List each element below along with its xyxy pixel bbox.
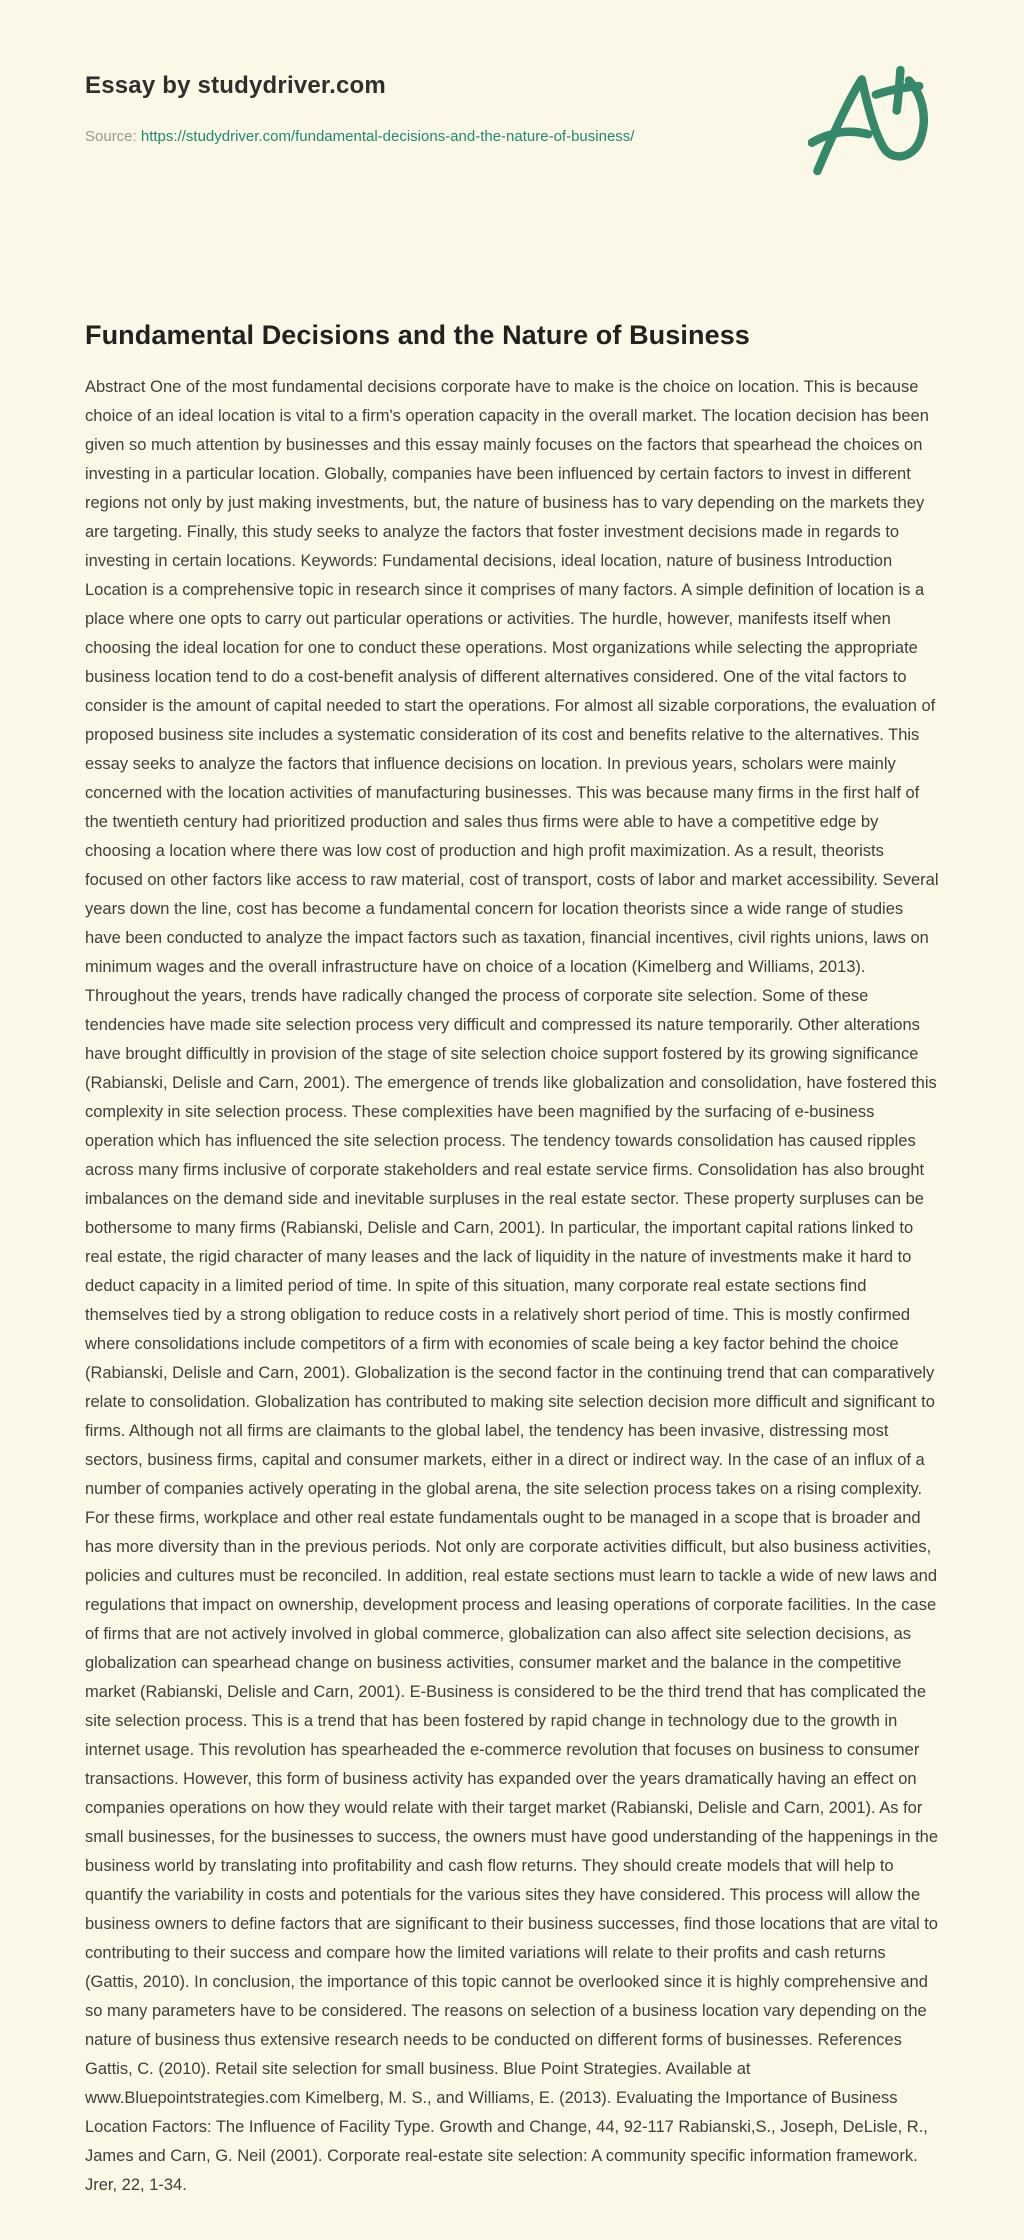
essay-body-text: Abstract One of the most fundamental decisions corporate have to make is the choice on location. This is because choice of an ideal location is vital to a firm's operation capacity in the overall market. The location decision has been given so much attention by businesses and this essay mainly focuses on the factors that spearhead the choices on investing in a particular location. Globally, companies have been influenced by certain factors to invest in different regions not only by just making investments, but, the nature of business has to vary depending on the markets they are targeting. Finally, this study seeks to analyze the factors that foster investment decisions made in regards to investing in certain locations. Keywords: Fundamental decisions, ideal location, nature of business Introduction Location is a comprehensive topic in research since it comprises of many factors. A simple definition of location is a place where one opts to carry out particular operations or activities. The hurdle, however, manifests itself when choosing the ideal location for one to conduct these operations. Most organizations while selecting the appropriate business location tend to do a cost-benefit analysis of different alternatives considered. One of the vital factors to consider is the amount of capital needed to start the operations. For almost all sizable corporations, the evaluation of proposed business site includes a systematic consideration of its cost and benefits relative to the alternatives. This essay seeks to analyze the factors that influence decisions on location. In previous years, scholars were mainly concerned with the location activities of manufacturing businesses. This was because many firms in the first half of the twentieth century had prioritized production and sales thus firms were able to have a competitive edge by choosing a location where there was low cost of production and high profit maximization. As a result, theorists focused on other factors like access to raw material, cost of transport, costs of labor and market accessibility. Several years down the line, cost has become a fundamental concern for location theorists since a wide range of studies have been conducted to analyze the impact factors such as taxation, financial incentives, civil rights unions, laws on minimum wages and the overall infrastructure have on choice of a location (Kimelberg and Williams, 2013). Throughout the years, trends have radically changed the process of corporate site selection. Some of these tendencies have made site selection process very difficult and compressed its nature temporarily. Other alterations have brought difficultly in provision of the stage of site selection choice support fostered by its growing significance (Rabianski, Delisle and Carn, 2001). The emergence of trends like globalization and consolidation, have fostered this complexity in site selection process. These complexities have been magnified by the surfacing of e-business operation which has influenced the site selection process. The tendency towards consolidation has caused ripples across many firms inclusive of corporate stakeholders and real estate service firms. Consolidation has also brought imbalances on the demand side and inevitable surpluses in the real estate sector. These property surpluses can be bothersome to many firms (Rabianski, Delisle and Carn, 2001). In particular, the important capital rations linked to real estate, the rigid character of many leases and the lack of liquidity in the nature of investments make it hard to deduct capacity in a limited period of time. In spite of this situation, many corporate real estate sections find themselves tied by a strong obligation to reduce costs in a relatively short period of time. This is mostly confirmed where consolidations include competitors of a firm with economies of scale being a key factor behind the choice (Rabianski, Delisle and Carn, 2001). Globalization is the second factor in the continuing trend that can comparatively relate to consolidation. Globalization has contributed to making site selection decision more difficult and significant to firms. Although not all firms are claimants to the global label, the tendency has been invasive, distressing most sectors, business firms, capital and consumer markets, either in a direct or indirect way. In the case of an influx of a number of companies actively operating in the global arena, the site selection process takes on a rising complexity. For these firms, workplace and other real estate fundamentals ought to be managed in a scope that is broader and has more diversity than in the previous periods. Not only are corporate activities difficult, but also business activities, policies and cultures must be reconciled. In addition, real estate sections must learn to tackle a wide of new laws and regulations that impact on ownership, development process and leasing operations of corporate facilities. In the case of firms that are not actively involved in global commerce, globalization can also affect site selection decisions, as globalization can spearhead change on business activities, consumer market and the balance in the competitive market (Rabianski, Delisle and Carn, 2001). E-Business is considered to be the third trend that has complicated the site selection process. This is a trend that has been fostered by rapid change in technology due to the growth in internet usage. This revolution has spearheaded the e-commerce revolution that focuses on business to consumer transactions. However, this form of business activity has expanded over the years dramatically having an effect on companies operations on how they would relate with their target market (Rabianski, Delisle and Carn, 2001). As for small businesses, for the businesses to success, the owners must have good understanding of the happenings in the business world by translating into profitability and cash flow returns. They should create models that will help to quantify the variability in costs and potentials for the various sites they have considered. This process will allow the business owners to define factors that are significant to their business successes, find those locations that are vital to contributing to their success and compare how the limited variations will relate to their profits and cash returns (Gattis, 2010). In conclusion, the importance of this topic cannot be overlooked since it is highly comprehensive and so many parameters have to be considered. The reasons on selection of a business location vary depending on the nature of business thus extensive research needs to be conducted on different forms of businesses. References Gattis, C. (2010). Retail site selection for small business. Blue Point Strategies. Available at www.Bluepointstrategies.com Kimelberg, M. S., and Williams, E. (2013). Evaluating the Importance of Business Location Factors: The Influence of Facility Type. Growth and Change, 44, 92-117 Rabianski,S., Joseph, DeLisle, R., James and Carn, G. Neil (2001). Corporate real-estate site selection: A community specific information framework. Jrer, 22, 1-34. [85,378,939,2194]
studydriver-a-plus-logo-icon [808,58,940,184]
site-header-title: Essay by studydriver.com [85,72,386,99]
essay-title: Fundamental Decisions and the Nature of Business [85,320,750,350]
source-line [85,128,634,145]
source-url-link[interactable]: https://studydriver.com/fundamental-decisions-and-the-nature-of-business/ [140,128,635,145]
header-text-block [85,58,634,145]
source-label: Source: [85,128,137,145]
page-header [85,58,942,184]
